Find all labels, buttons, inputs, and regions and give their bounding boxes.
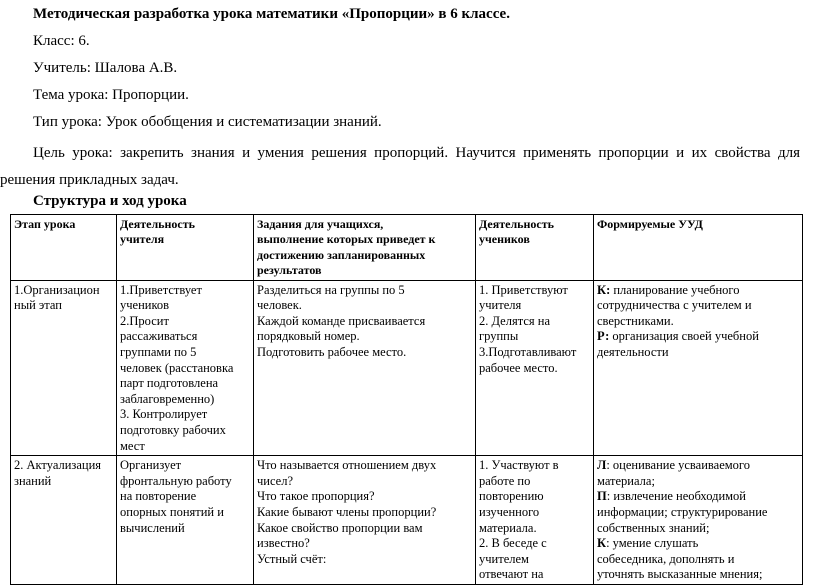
table-row bbox=[11, 456, 803, 585]
uud-text: сверстниками. bbox=[597, 313, 674, 328]
uud-key: Р: bbox=[597, 329, 610, 344]
cell-text-line: человек. bbox=[257, 298, 302, 313]
header-uud bbox=[594, 215, 803, 281]
uud-text: сотрудничества с учителем и bbox=[597, 298, 752, 313]
uud-line bbox=[597, 489, 799, 505]
cell-text-line: Формируемые УУД bbox=[597, 217, 703, 231]
uud-line bbox=[597, 458, 799, 474]
uud-line bbox=[597, 283, 799, 299]
uud-key: К bbox=[597, 536, 607, 551]
uud-text: : оценивание усваиваемого bbox=[606, 458, 750, 473]
cell-text-line: 2. В беседе с bbox=[479, 536, 547, 551]
cell-text-line: 1.Организацион bbox=[14, 282, 100, 297]
document-title: Методическая разработка урока математики «Пропорции» в 6 классе. bbox=[33, 6, 510, 22]
cell-text-line: 1.Приветствует bbox=[120, 282, 202, 297]
uud-line bbox=[597, 329, 799, 345]
cell-text-line: человек (расстановка bbox=[120, 360, 234, 375]
cell-text-line: учеников bbox=[120, 298, 170, 313]
cell-text-line: Какое свойство пропорции вам bbox=[257, 520, 423, 535]
header-teacher-activity bbox=[117, 215, 254, 281]
uud-text: деятельности bbox=[597, 345, 669, 359]
teacher-line: Учитель: Шалова А.В. bbox=[33, 60, 178, 76]
cell-text-line: известно? bbox=[257, 536, 310, 551]
cell-teacher bbox=[117, 280, 254, 456]
table-header-row bbox=[11, 215, 803, 281]
structure-heading: Структура и ход урока bbox=[33, 193, 187, 209]
cell-text-line: работе по bbox=[479, 473, 531, 488]
cell-text-line: Устный счёт: bbox=[257, 551, 327, 566]
cell-text-line: порядковый номер. bbox=[257, 329, 360, 344]
uud-text: собственных знаний; bbox=[597, 520, 710, 535]
cell-stage bbox=[11, 280, 117, 456]
header-student-tasks bbox=[254, 215, 476, 281]
uud-line bbox=[597, 521, 799, 537]
cell-text-line: парт подготовлена bbox=[120, 376, 219, 391]
uud-text: организация своей учебной bbox=[609, 329, 759, 344]
lesson-goal: Цель урока: закрепить знания и умения решения пропорций. Научится применять пропорции и их свойства для решения прикладных задач. bbox=[0, 145, 800, 188]
cell-text-line: Этап урока bbox=[14, 217, 76, 231]
cell-text-line: Разделиться на группы по 5 bbox=[257, 282, 405, 297]
uud-line bbox=[597, 552, 799, 568]
uud-key: Л bbox=[597, 458, 607, 473]
cell-text-line: подготовку рабочих bbox=[120, 422, 226, 437]
cell-text-line: на повторение bbox=[120, 489, 197, 504]
cell-text-line: Какие бывают члены пропорции? bbox=[257, 504, 437, 519]
lesson-type-line: Тип урока: Урок обобщения и систематизации знаний. bbox=[33, 114, 382, 130]
cell-students bbox=[476, 280, 594, 456]
header-student-activity bbox=[476, 215, 594, 281]
cell-text-line: знаний bbox=[14, 473, 52, 488]
uud-line bbox=[597, 345, 799, 361]
cell-text-line: Подготовить рабочее место. bbox=[257, 345, 407, 359]
cell-text-line: Что такое пропорция? bbox=[257, 489, 375, 504]
cell-students bbox=[476, 456, 594, 585]
uud-line bbox=[597, 567, 799, 583]
cell-text-line: 2.Просит bbox=[120, 313, 169, 328]
uud-text: материала; bbox=[597, 473, 655, 488]
cell-text-line: Что называется отношением двух bbox=[257, 458, 437, 473]
cell-text-line: 1. Приветствуют bbox=[479, 282, 568, 297]
cell-text-line: опорных понятий и bbox=[120, 504, 224, 519]
cell-tasks bbox=[254, 280, 476, 456]
cell-text-line: рабочее место. bbox=[479, 360, 558, 375]
uud-key: П bbox=[597, 489, 607, 504]
cell-text-line: Организует bbox=[120, 458, 182, 473]
cell-text-line: результатов bbox=[257, 263, 322, 278]
cell-text-line: Деятельность bbox=[120, 217, 195, 231]
cell-text-line: 3. Контролирует bbox=[120, 407, 208, 422]
cell-text-line: заблаговременно) bbox=[120, 391, 215, 406]
lesson-structure-table bbox=[10, 214, 803, 585]
table-row bbox=[11, 280, 803, 456]
cell-text-line: 3.Подготавливают bbox=[479, 345, 577, 359]
uud-text: собеседника, дополнять и bbox=[597, 551, 735, 566]
cell-text-line: выполнение которых приведет к bbox=[257, 232, 436, 247]
cell-tasks bbox=[254, 456, 476, 585]
uud-text: информации; структурирование bbox=[597, 504, 768, 519]
cell-text-line: рассаживаться bbox=[120, 329, 198, 344]
cell-text-line: учителя bbox=[479, 298, 522, 313]
cell-text-line: повторению bbox=[479, 489, 544, 504]
cell-text-line: учеников bbox=[479, 232, 530, 247]
class-line: Класс: 6. bbox=[33, 33, 90, 49]
cell-text-line: учителя bbox=[120, 232, 165, 247]
uud-line bbox=[597, 474, 799, 490]
cell-uud bbox=[594, 280, 803, 456]
cell-text-line: отвечают на bbox=[479, 567, 544, 582]
cell-teacher bbox=[117, 456, 254, 585]
cell-uud bbox=[594, 456, 803, 585]
header-stage bbox=[11, 215, 117, 281]
uud-text: : умение слушать bbox=[606, 536, 699, 551]
cell-text-line: вычислений bbox=[120, 520, 185, 535]
uud-line bbox=[597, 298, 799, 314]
cell-text-line: 1. Участвуют в bbox=[479, 458, 559, 473]
cell-text-line: группы bbox=[479, 329, 519, 344]
cell-text-line: материала. bbox=[479, 520, 537, 535]
cell-text-line: достижению запланированных bbox=[257, 247, 426, 262]
cell-text-line: изученного bbox=[479, 504, 540, 519]
cell-text-line: Каждой команде присваивается bbox=[257, 313, 426, 328]
uud-text: планирование учебного bbox=[610, 282, 740, 297]
cell-text-line: 2. Делятся на bbox=[479, 313, 550, 328]
cell-stage bbox=[11, 456, 117, 585]
cell-text-line: чисел? bbox=[257, 473, 294, 488]
cell-text-line: 2. Актуализация bbox=[14, 458, 102, 473]
uud-line bbox=[597, 314, 799, 330]
cell-text-line: группами по 5 bbox=[120, 345, 197, 359]
uud-key: К: bbox=[597, 282, 611, 297]
cell-text-line: учителем bbox=[479, 551, 529, 566]
uud-line bbox=[597, 505, 799, 521]
topic-line: Тема урока: Пропорции. bbox=[33, 87, 189, 103]
cell-text-line: ный этап bbox=[14, 298, 62, 313]
cell-text-line: Деятельность bbox=[479, 217, 554, 231]
uud-text: уточнять высказанные мнения; bbox=[597, 567, 763, 582]
cell-text-line: мест bbox=[120, 438, 145, 453]
uud-line bbox=[597, 536, 799, 552]
cell-text-line: Задания для учащихся, bbox=[257, 217, 384, 231]
uud-text: : извлечение необходимой bbox=[606, 489, 746, 504]
cell-text-line: фронтальную работу bbox=[120, 473, 232, 488]
